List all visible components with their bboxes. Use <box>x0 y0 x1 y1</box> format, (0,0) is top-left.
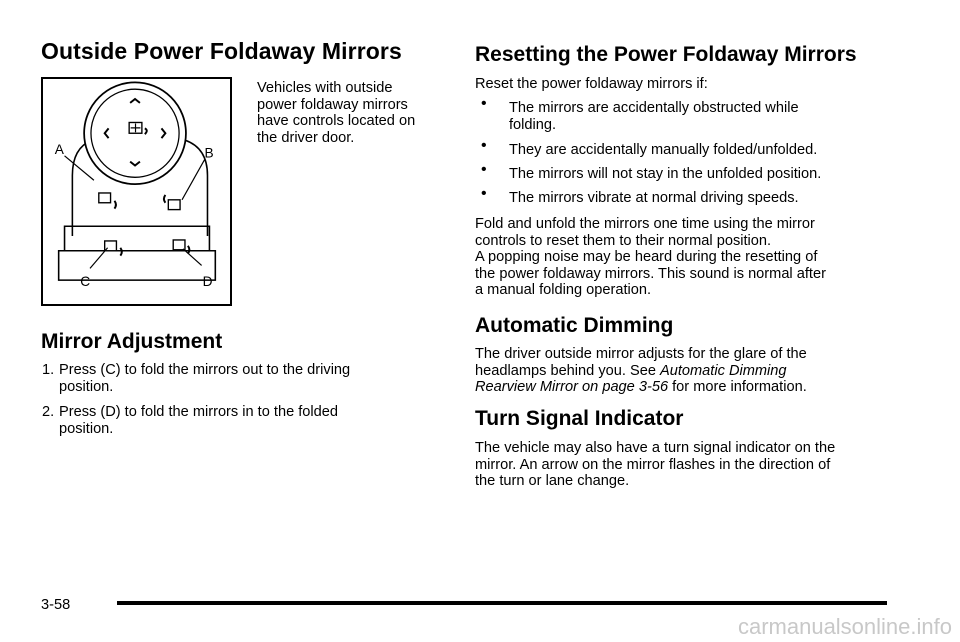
paragraph-line: The driver outside mirror adjusts for the glare of the <box>475 346 807 362</box>
label-a: A <box>54 141 64 157</box>
paragraph-line: Fold and unfold the mirrors one time using the mirror <box>475 216 815 232</box>
text-run: headlamps behind you. See <box>475 362 660 379</box>
label-d: D <box>202 273 213 289</box>
bullet-icon: • <box>481 95 487 112</box>
label-b: B <box>204 145 214 161</box>
paragraph-line: the turn or lane change. <box>475 473 630 490</box>
bullet-item <box>481 137 881 159</box>
intro-line: have controls located on <box>257 113 416 130</box>
intro-line: the driver door. <box>257 129 355 146</box>
page-number: 3-58 <box>41 597 71 613</box>
text-run: for more information. <box>668 379 807 396</box>
page-reference-link[interactable]: on page 3‑56 <box>577 379 669 396</box>
step-line: Press (C) to fold the mirrors out to the driving <box>59 362 351 378</box>
reset-paragraph <box>475 216 895 299</box>
footer-divider <box>117 601 887 605</box>
bullet-item <box>481 95 881 133</box>
step-1 <box>42 362 422 395</box>
bullet-line: The mirrors vibrate at normal driving speeds. <box>509 190 799 206</box>
section-title-automatic-dimming: Automatic Dimming <box>475 314 674 337</box>
mirror-control-illustration <box>41 77 232 306</box>
bullet-icon: • <box>481 161 487 178</box>
intro-line: power foldaway mirrors <box>257 96 408 113</box>
step-number: 1. <box>42 362 55 378</box>
bullet-icon: • <box>481 137 487 154</box>
label-c: C <box>80 273 91 289</box>
bullet-line: The mirrors will not stay in the unfolded position. <box>509 166 822 182</box>
intro-text <box>257 80 447 146</box>
bullet-item <box>481 185 881 207</box>
step-line: position. <box>59 420 114 437</box>
reset-intro: Reset the power foldaway mirrors if: <box>475 76 708 92</box>
paragraph-line: a manual folding operation. <box>475 282 652 299</box>
paragraph-line: mirror. An arrow on the mirror flashes in the direction of <box>475 456 831 473</box>
section-title-mirror-adjustment: Mirror Adjustment <box>41 330 223 353</box>
paragraph-line: The vehicle may also have a turn signal indicator on the <box>475 440 836 456</box>
section-title-resetting: Resetting the Power Foldaway Mirrors <box>475 43 857 66</box>
paragraph-line <box>475 379 895 396</box>
step-line: position. <box>59 378 114 395</box>
turn-signal-paragraph <box>475 440 895 490</box>
bullet-line: The mirrors are accidentally obstructed while <box>509 100 799 116</box>
paragraph-line: the power foldaway mirrors. This sound is normal after <box>475 265 826 282</box>
intro-line: Vehicles with outside <box>257 80 393 96</box>
left-mirror-select-icon <box>99 193 116 209</box>
cross-reference-link[interactable]: Rearview Mirror <box>475 379 578 396</box>
bullet-line: folding. <box>509 116 557 133</box>
bullet-item <box>481 161 881 183</box>
paragraph-line <box>475 363 895 380</box>
mirror-control-diagram <box>43 79 230 304</box>
paragraph-line: A popping noise may be heard during the resetting of <box>475 249 818 266</box>
section-title-outside-mirrors: Outside Power Foldaway Mirrors <box>41 38 402 64</box>
step-2 <box>42 404 422 437</box>
dimming-paragraph <box>475 346 895 396</box>
right-mirror-select-icon <box>164 195 180 210</box>
step-line: Press (D) to fold the mirrors in to the folded <box>59 404 339 420</box>
step-number: 2. <box>42 404 55 420</box>
bullet-icon: • <box>481 185 487 202</box>
cross-reference-link[interactable]: Automatic Dimming <box>660 362 787 379</box>
section-title-turn-signal: Turn Signal Indicator <box>475 407 684 430</box>
bullet-line: They are accidentally manually folded/unfolded. <box>509 142 818 158</box>
paragraph-line: controls to reset them to their normal position. <box>475 232 772 249</box>
watermark: carmanualsonline.info <box>737 614 952 639</box>
